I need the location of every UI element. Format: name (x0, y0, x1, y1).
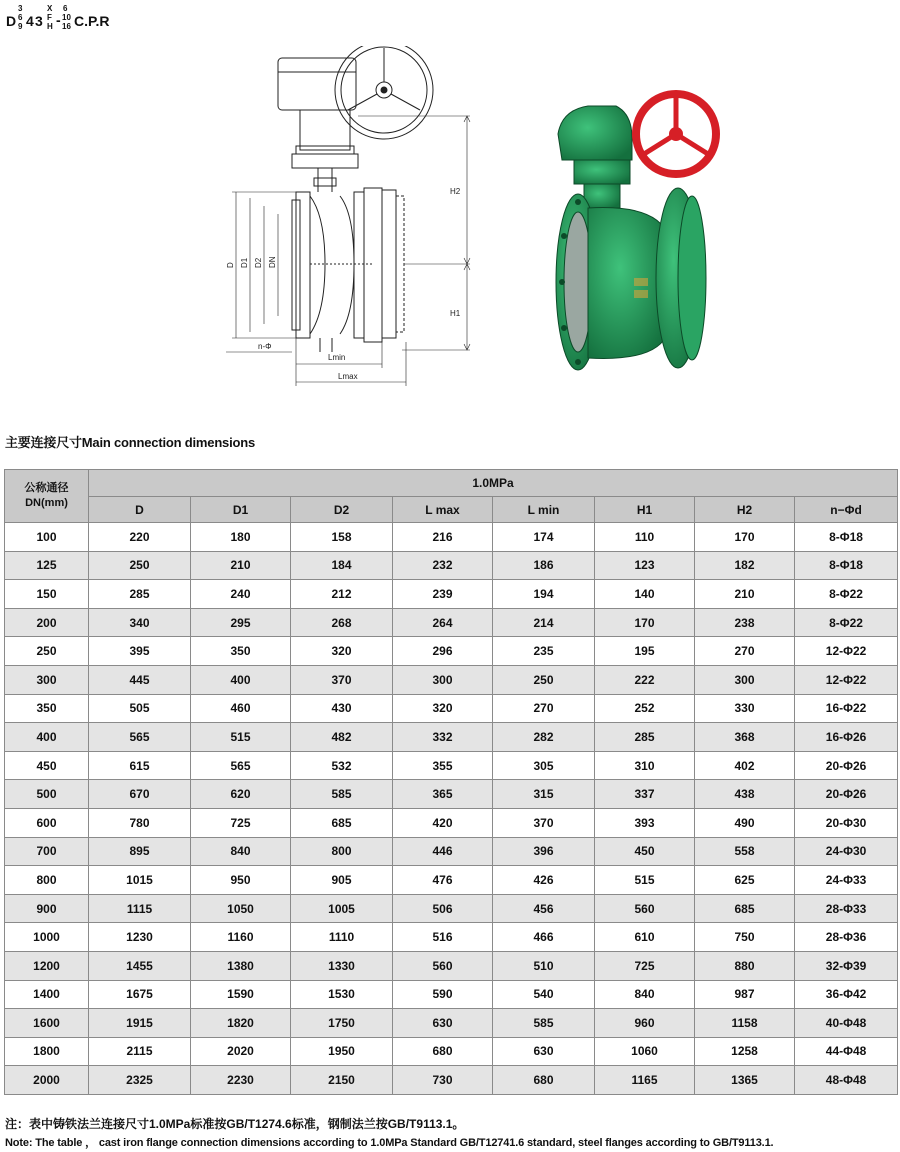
dim-label-n-phi: n-Φ (258, 342, 272, 351)
table-row (5, 523, 898, 552)
dim-label-d2: D2 (254, 257, 263, 268)
dimension-cell: 515 (191, 723, 291, 752)
dimension-cell: 840 (595, 980, 695, 1009)
dimension-cell: 482 (291, 723, 393, 752)
dimension-cell: 214 (493, 608, 595, 637)
dimension-cell: 610 (595, 923, 695, 952)
table-row (5, 923, 898, 952)
dimension-cell: 8-Φ22 (795, 580, 898, 609)
dimension-cell: 158 (291, 523, 393, 552)
dimension-cell: 239 (393, 580, 493, 609)
dimension-cell: 680 (393, 1037, 493, 1066)
dimensions-table (4, 469, 898, 1095)
column-header: H1 (595, 497, 695, 523)
dimension-cell: 32-Φ39 (795, 951, 898, 980)
dimension-cell: 430 (291, 694, 393, 723)
dimension-cell: 40-Φ48 (795, 1009, 898, 1038)
height-dimensions (434, 46, 474, 398)
dimension-cell: 365 (393, 780, 493, 809)
dimension-cell: 540 (493, 980, 595, 1009)
dimension-cell: 250 (89, 551, 191, 580)
dimension-cell: 140 (595, 580, 695, 609)
dimension-cell: 123 (595, 551, 695, 580)
body-material: C.P.R (74, 13, 110, 29)
dimension-cell: 1590 (191, 980, 291, 1009)
dimension-cell: 780 (89, 808, 191, 837)
dimension-cell: 8-Φ18 (795, 551, 898, 580)
dim-label-d: D (226, 262, 235, 268)
dimension-cell: 310 (595, 751, 695, 780)
dimension-cell: 670 (89, 780, 191, 809)
dim-label-h1: H1 (450, 309, 461, 318)
column-header: n−Φd (795, 497, 898, 523)
table-row (5, 1066, 898, 1095)
dimension-cell: 320 (291, 637, 393, 666)
dimension-cell: 950 (191, 866, 291, 895)
dimension-cell: 625 (695, 866, 795, 895)
dimension-cell: 685 (291, 808, 393, 837)
dimension-cell: 516 (393, 923, 493, 952)
dimension-cell: 295 (191, 608, 291, 637)
column-header: D2 (291, 497, 393, 523)
dimension-cell: 476 (393, 866, 493, 895)
dimension-cell: 2230 (191, 1066, 291, 1095)
table-row (5, 1037, 898, 1066)
table-row (5, 694, 898, 723)
dimension-cell: 1750 (291, 1009, 393, 1038)
seal-option-3: H (47, 22, 53, 31)
dn-cell: 250 (5, 637, 89, 666)
dimension-cell: 630 (493, 1037, 595, 1066)
dimension-cell: 558 (695, 837, 795, 866)
dimension-cell: 880 (695, 951, 795, 980)
table-row (5, 808, 898, 837)
dimension-cell: 1915 (89, 1009, 191, 1038)
dn-cell: 450 (5, 751, 89, 780)
dimension-cell: 590 (393, 980, 493, 1009)
dimension-cell: 182 (695, 551, 795, 580)
dimension-cell: 680 (493, 1066, 595, 1095)
dn-column-header (5, 470, 89, 523)
dimension-cell: 1950 (291, 1037, 393, 1066)
dimension-cell: 685 (695, 894, 795, 923)
dimension-cell: 296 (393, 637, 493, 666)
dimension-cell: 2150 (291, 1066, 393, 1095)
pressure-option-1: 6 (63, 4, 68, 13)
dimension-cell: 1060 (595, 1037, 695, 1066)
dimension-cell: 28-Φ36 (795, 923, 898, 952)
table-row (5, 866, 898, 895)
dimension-cell: 350 (191, 637, 291, 666)
dimension-cell: 300 (695, 665, 795, 694)
dimension-cell: 560 (595, 894, 695, 923)
dimension-cell: 12-Φ22 (795, 665, 898, 694)
dimension-cell: 210 (695, 580, 795, 609)
dimension-cell: 400 (191, 665, 291, 694)
dimension-cell: 48-Φ48 (795, 1066, 898, 1095)
dimension-cell: 8-Φ18 (795, 523, 898, 552)
dimension-cell: 446 (393, 837, 493, 866)
dimension-cell: 466 (493, 923, 595, 952)
dimension-cell: 232 (393, 551, 493, 580)
dimension-cell: 1675 (89, 980, 191, 1009)
dimension-cell: 460 (191, 694, 291, 723)
dimension-cell: 110 (595, 523, 695, 552)
dimension-cell: 235 (493, 637, 595, 666)
dimension-cell: 1258 (695, 1037, 795, 1066)
seal-option-1: X (47, 4, 53, 13)
dimension-cell: 24-Φ33 (795, 866, 898, 895)
dimension-cell: 615 (89, 751, 191, 780)
dn-cell: 900 (5, 894, 89, 923)
dim-label-dn: DN (268, 256, 277, 268)
dn-cell: 1000 (5, 923, 89, 952)
column-header: D (89, 497, 191, 523)
dimension-cell: 2115 (89, 1037, 191, 1066)
dimension-cell: 585 (291, 780, 393, 809)
dimension-cell: 270 (493, 694, 595, 723)
dimension-cell: 565 (89, 723, 191, 752)
dimension-cell: 730 (393, 1066, 493, 1095)
dimension-cell: 490 (695, 808, 795, 837)
dimension-cell: 895 (89, 837, 191, 866)
drive-option-1: 3 (18, 4, 23, 13)
table-row (5, 551, 898, 580)
dimension-cell: 194 (493, 580, 595, 609)
dimension-cell: 532 (291, 751, 393, 780)
dimension-cell: 170 (695, 523, 795, 552)
dimension-cell: 282 (493, 723, 595, 752)
dimension-cell: 1230 (89, 923, 191, 952)
dimension-cell: 270 (695, 637, 795, 666)
dimension-cell: 370 (493, 808, 595, 837)
dimension-cell: 370 (291, 665, 393, 694)
model-dash: - (56, 12, 61, 28)
note-english: Note: The table ， cast iron flange connection dimensions according to 1.0MPa Standard GB/T12741.6 standard, steel flanges according to GB/T9113.1. (5, 1137, 774, 1149)
dimension-cell: 750 (695, 923, 795, 952)
pressure-option-3: 16 (62, 22, 71, 31)
dn-cell: 1200 (5, 951, 89, 980)
table-row (5, 751, 898, 780)
dimension-cell: 395 (89, 637, 191, 666)
dn-cell: 400 (5, 723, 89, 752)
dimension-cell: 170 (595, 608, 695, 637)
table-row (5, 608, 898, 637)
dimension-cell: 393 (595, 808, 695, 837)
column-header: D1 (191, 497, 291, 523)
dimension-cell: 20-Φ30 (795, 808, 898, 837)
section-heading: 主要连接尺寸Main connection dimensions (5, 435, 256, 450)
dimension-cell: 8-Φ22 (795, 608, 898, 637)
dimension-cell: 12-Φ22 (795, 637, 898, 666)
dimension-cell: 1380 (191, 951, 291, 980)
drive-option-2: 6 (18, 13, 23, 22)
table-row (5, 637, 898, 666)
dn-cell: 1600 (5, 1009, 89, 1038)
dimension-cell: 268 (291, 608, 393, 637)
dimension-cell: 1330 (291, 951, 393, 980)
dimension-cell: 420 (393, 808, 493, 837)
dimension-cell: 24-Φ30 (795, 837, 898, 866)
dn-cell: 350 (5, 694, 89, 723)
dimension-cell: 340 (89, 608, 191, 637)
table-row (5, 1009, 898, 1038)
dim-label-h2: H2 (450, 187, 461, 196)
structure-type: 3 (35, 13, 43, 29)
table-row (5, 580, 898, 609)
dimension-cell: 220 (89, 523, 191, 552)
dimension-cell: 1160 (191, 923, 291, 952)
dimension-cell: 840 (191, 837, 291, 866)
pressure-group-header: 1.0MPa (89, 470, 898, 497)
dimension-cell: 285 (595, 723, 695, 752)
dimension-cell: 620 (191, 780, 291, 809)
dimension-cell: 585 (493, 1009, 595, 1038)
dimension-cell: 216 (393, 523, 493, 552)
dimension-cell: 396 (493, 837, 595, 866)
dimension-cell: 210 (191, 551, 291, 580)
dn-cell: 500 (5, 780, 89, 809)
column-header: L max (393, 497, 493, 523)
dimension-cell: 184 (291, 551, 393, 580)
seal-option-2: F (47, 13, 52, 22)
dimension-cell: 505 (89, 694, 191, 723)
dim-label-lmax: Lmax (338, 372, 358, 381)
dn-cell: 600 (5, 808, 89, 837)
dimension-cell: 222 (595, 665, 695, 694)
dimension-cell: 565 (191, 751, 291, 780)
dn-cell: 1800 (5, 1037, 89, 1066)
dimension-cell: 320 (393, 694, 493, 723)
dimension-cell: 174 (493, 523, 595, 552)
dimension-cell: 250 (493, 665, 595, 694)
dn-cell: 300 (5, 665, 89, 694)
dimension-cell: 630 (393, 1009, 493, 1038)
dimension-cell: 1050 (191, 894, 291, 923)
dimension-cell: 1455 (89, 951, 191, 980)
table-row (5, 665, 898, 694)
dimension-cell: 238 (695, 608, 795, 637)
table-row (5, 780, 898, 809)
dimension-cell: 355 (393, 751, 493, 780)
dimension-cell: 456 (493, 894, 595, 923)
dimension-cell: 725 (191, 808, 291, 837)
dimension-cell: 506 (393, 894, 493, 923)
dimension-cell: 402 (695, 751, 795, 780)
valve-technical-drawing (222, 46, 434, 398)
dimension-cell: 368 (695, 723, 795, 752)
dimension-cell: 337 (595, 780, 695, 809)
dimension-cell: 332 (393, 723, 493, 752)
dimension-cell: 1165 (595, 1066, 695, 1095)
dimension-cell: 20-Φ26 (795, 780, 898, 809)
dimension-cell: 960 (595, 1009, 695, 1038)
dim-label-lmin: Lmin (328, 353, 346, 362)
dimension-cell: 330 (695, 694, 795, 723)
dimension-cell: 2020 (191, 1037, 291, 1066)
column-header: H2 (695, 497, 795, 523)
table-row (5, 723, 898, 752)
dn-cell: 100 (5, 523, 89, 552)
dimension-cell: 315 (493, 780, 595, 809)
dimension-cell: 438 (695, 780, 795, 809)
dimension-cell: 1530 (291, 980, 393, 1009)
dim-label-d1: D1 (240, 257, 249, 268)
dimension-cell: 515 (595, 866, 695, 895)
dimension-cell: 300 (393, 665, 493, 694)
table-row (5, 837, 898, 866)
dimension-cell: 725 (595, 951, 695, 980)
dimension-cell: 905 (291, 866, 393, 895)
dn-cell: 700 (5, 837, 89, 866)
dimension-cell: 240 (191, 580, 291, 609)
dimension-cell: 510 (493, 951, 595, 980)
dn-cell: 150 (5, 580, 89, 609)
model-prefix: D (6, 13, 17, 29)
dimension-cell: 264 (393, 608, 493, 637)
dimension-cell: 252 (595, 694, 695, 723)
dimension-cell: 16-Φ22 (795, 694, 898, 723)
dimension-cell: 1820 (191, 1009, 291, 1038)
dimension-cell: 36-Φ42 (795, 980, 898, 1009)
dn-header-zh: 公称通径 (24, 482, 69, 494)
table-row (5, 951, 898, 980)
dimension-cell: 2325 (89, 1066, 191, 1095)
column-header: L min (493, 497, 595, 523)
dimension-cell: 1365 (695, 1066, 795, 1095)
pressure-option-2: 10 (62, 13, 71, 22)
dimension-cell: 426 (493, 866, 595, 895)
dimension-cell: 987 (695, 980, 795, 1009)
dimension-cell: 180 (191, 523, 291, 552)
dn-cell: 1400 (5, 980, 89, 1009)
table-row (5, 894, 898, 923)
dimension-cell: 560 (393, 951, 493, 980)
dn-header-unit: DN(mm) (25, 497, 68, 509)
dimension-cell: 1005 (291, 894, 393, 923)
dimension-cell: 212 (291, 580, 393, 609)
dimension-cell: 1015 (89, 866, 191, 895)
dimension-cell: 28-Φ33 (795, 894, 898, 923)
dimension-cell: 800 (291, 837, 393, 866)
connection-type: 4 (26, 13, 34, 29)
dimension-cell: 20-Φ26 (795, 751, 898, 780)
dimension-cell: 186 (493, 551, 595, 580)
dimension-cell: 44-Φ48 (795, 1037, 898, 1066)
dimension-cell: 450 (595, 837, 695, 866)
dimension-cell: 16-Φ26 (795, 723, 898, 752)
dimension-cell: 1115 (89, 894, 191, 923)
dn-cell: 2000 (5, 1066, 89, 1095)
dimension-cell: 285 (89, 580, 191, 609)
valve-product-photo (548, 86, 728, 381)
dimension-cell: 1110 (291, 923, 393, 952)
table-row (5, 980, 898, 1009)
dn-cell: 125 (5, 551, 89, 580)
dimension-cell: 445 (89, 665, 191, 694)
dimension-cell: 1158 (695, 1009, 795, 1038)
dimension-cell: 195 (595, 637, 695, 666)
note-chinese: 注：表中铸铁法兰连接尺寸1.0MPa标准按GB/T1274.6标准，钢制法兰按GB/T9113.1。 (5, 1117, 465, 1131)
dn-cell: 200 (5, 608, 89, 637)
dimension-cell: 305 (493, 751, 595, 780)
drive-option-3: 9 (18, 22, 23, 31)
dn-cell: 800 (5, 866, 89, 895)
